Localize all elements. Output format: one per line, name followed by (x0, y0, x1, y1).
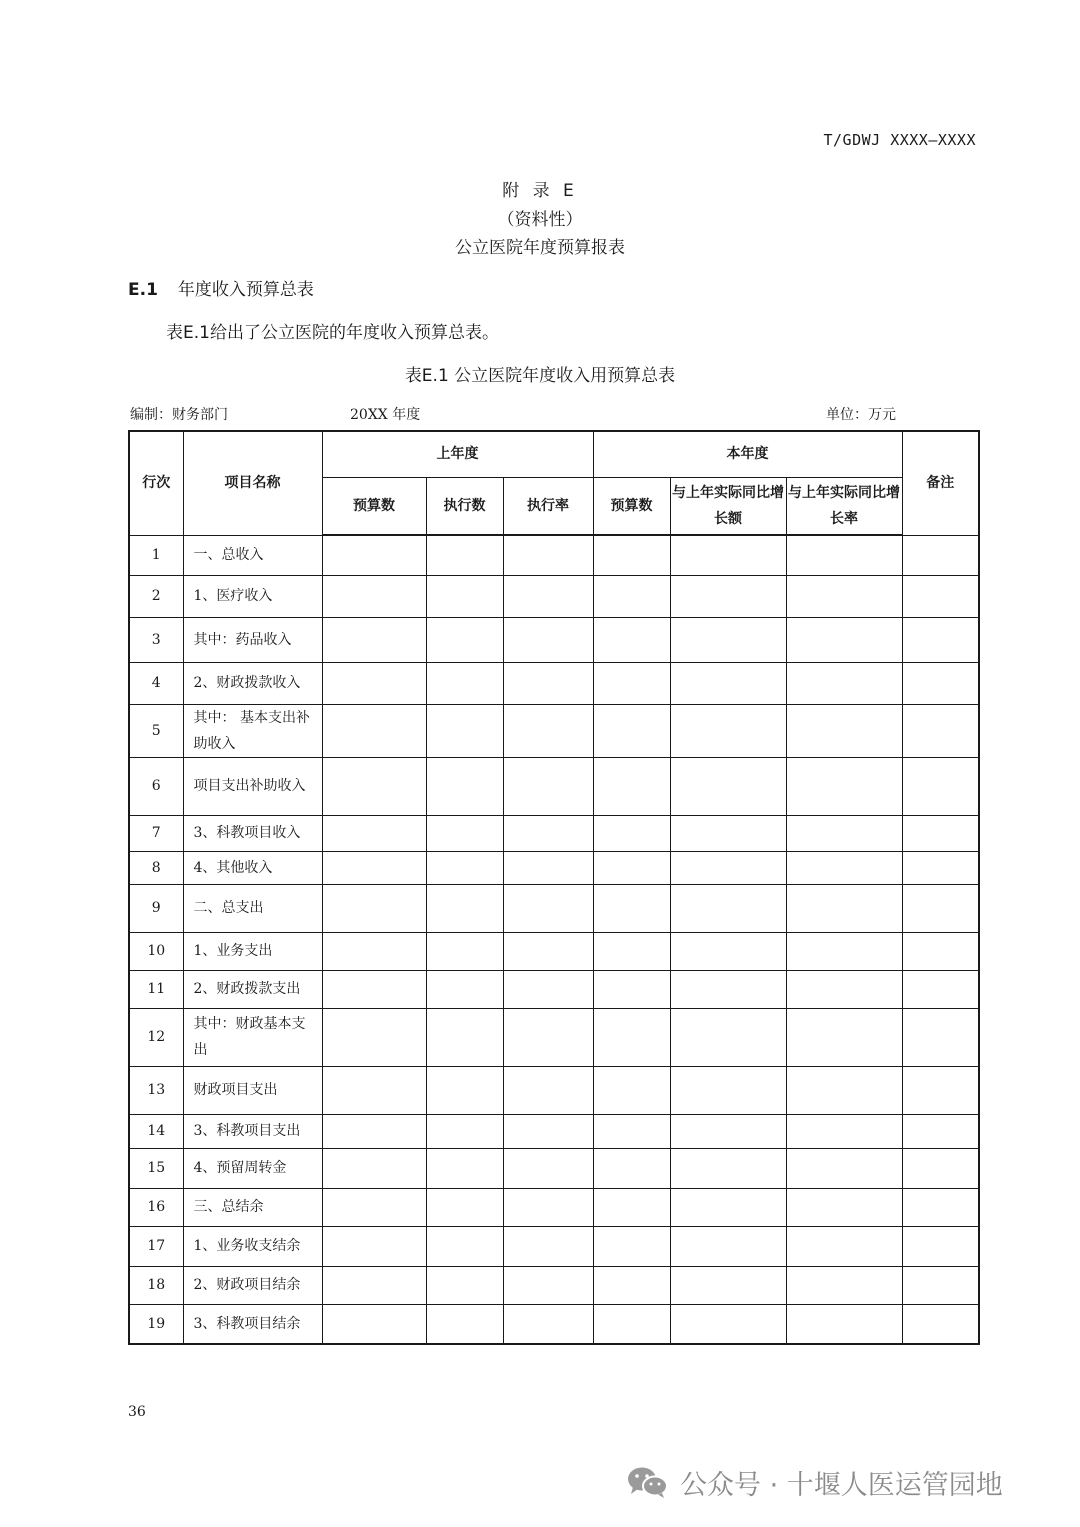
section-heading (128, 275, 314, 300)
empty-value-cell[interactable] (902, 575, 979, 617)
header-budget: 预算数 (322, 477, 426, 535)
empty-value-cell[interactable] (503, 815, 593, 851)
empty-value-cell[interactable] (670, 932, 786, 970)
empty-value-cell[interactable] (902, 535, 979, 575)
item-name-cell: 其中： 基本支出补助收入 (183, 704, 322, 757)
empty-value-cell[interactable] (902, 1066, 979, 1114)
empty-value-cell[interactable] (670, 617, 786, 662)
empty-value-cell[interactable] (670, 535, 786, 575)
table-row (129, 1148, 979, 1188)
empty-value-cell[interactable] (322, 704, 426, 757)
table-caption: 表E.1 公立医院年度收入用预算总表 (404, 366, 676, 386)
row-number-cell: 9 (129, 884, 183, 932)
table-row (129, 1266, 979, 1304)
table-row (129, 1226, 979, 1266)
header-budget-this-year: 预算数 (593, 477, 670, 535)
section-title: 年度收入预算总表 (177, 280, 314, 300)
wechat-watermark (626, 1462, 1003, 1502)
item-name-cell: 三、总结余 (183, 1188, 322, 1226)
empty-value-cell[interactable] (902, 757, 979, 815)
empty-value-cell[interactable] (503, 851, 593, 884)
appendix-tag: （资料性） (497, 210, 583, 230)
item-name-cell: 项目支出补助收入 (183, 757, 322, 815)
item-name-cell: 其中：药品收入 (183, 617, 322, 662)
empty-value-cell[interactable] (902, 970, 979, 1008)
row-number-cell: 19 (129, 1304, 183, 1344)
table-row (129, 1188, 979, 1226)
empty-value-cell[interactable] (503, 1114, 593, 1148)
empty-value-cell[interactable] (670, 757, 786, 815)
empty-value-cell[interactable] (902, 1188, 979, 1226)
item-name-cell: 其中：财政基本支出 (183, 1008, 322, 1066)
empty-value-cell[interactable] (322, 1188, 426, 1226)
table-row (129, 1114, 979, 1148)
empty-value-cell[interactable] (593, 1226, 670, 1266)
empty-value-cell[interactable] (670, 1226, 786, 1266)
row-number-cell: 16 (129, 1188, 183, 1226)
header-exec-rate: 执行率 (503, 477, 593, 535)
empty-value-cell[interactable] (902, 662, 979, 704)
row-number-cell: 13 (129, 1066, 183, 1114)
empty-value-cell[interactable] (426, 662, 503, 704)
item-name-cell: 财政项目支出 (183, 1066, 322, 1114)
empty-value-cell[interactable] (902, 1304, 979, 1344)
empty-value-cell[interactable] (322, 932, 426, 970)
table-row (129, 851, 979, 884)
document-code: T/GDWJ XXXX—XXXX (823, 131, 976, 149)
empty-value-cell[interactable] (902, 1008, 979, 1066)
empty-value-cell[interactable] (786, 1008, 902, 1066)
empty-value-cell[interactable] (503, 932, 593, 970)
empty-value-cell[interactable] (902, 815, 979, 851)
item-name-cell: 3、科教项目收入 (183, 815, 322, 851)
empty-value-cell[interactable] (503, 535, 593, 575)
empty-value-cell[interactable] (786, 1066, 902, 1114)
appendix-title: 公立医院年度预算报表 (455, 238, 625, 258)
empty-value-cell[interactable] (786, 932, 902, 970)
empty-value-cell[interactable] (426, 1188, 503, 1226)
row-number-cell: 12 (129, 1008, 183, 1066)
item-name-cell: 2、财政项目结余 (183, 1266, 322, 1304)
empty-value-cell[interactable] (503, 1066, 593, 1114)
header-yoy-amount: 与上年实际同比增长额 (670, 477, 786, 535)
empty-value-cell[interactable] (593, 757, 670, 815)
empty-value-cell[interactable] (902, 1266, 979, 1304)
empty-value-cell[interactable] (322, 1148, 426, 1188)
empty-value-cell[interactable] (322, 535, 426, 575)
empty-value-cell[interactable] (670, 1304, 786, 1344)
empty-value-cell[interactable] (503, 1266, 593, 1304)
empty-value-cell[interactable] (670, 1188, 786, 1226)
item-name-cell: 2、财政拨款支出 (183, 970, 322, 1008)
empty-value-cell[interactable] (670, 1148, 786, 1188)
empty-value-cell[interactable] (426, 704, 503, 757)
item-name-cell: 1、业务收支结余 (183, 1226, 322, 1266)
empty-value-cell[interactable] (503, 1188, 593, 1226)
header-this-year: 本年度 (593, 431, 902, 477)
empty-value-cell[interactable] (426, 535, 503, 575)
empty-value-cell[interactable] (670, 1266, 786, 1304)
empty-value-cell[interactable] (503, 1304, 593, 1344)
empty-value-cell[interactable] (786, 662, 902, 704)
item-name-cell: 一、总收入 (183, 535, 322, 575)
empty-value-cell[interactable] (503, 575, 593, 617)
empty-value-cell[interactable] (503, 1148, 593, 1188)
empty-value-cell[interactable] (426, 757, 503, 815)
empty-value-cell[interactable] (322, 757, 426, 815)
empty-value-cell[interactable] (322, 617, 426, 662)
row-number-cell: 5 (129, 704, 183, 757)
row-number-cell: 10 (129, 932, 183, 970)
empty-value-cell[interactable] (503, 662, 593, 704)
empty-value-cell[interactable] (670, 884, 786, 932)
empty-value-cell[interactable] (902, 851, 979, 884)
header-last-year: 上年度 (322, 431, 593, 477)
empty-value-cell[interactable] (426, 1008, 503, 1066)
item-name-cell: 二、总支出 (183, 884, 322, 932)
empty-value-cell[interactable] (670, 704, 786, 757)
empty-value-cell[interactable] (426, 1266, 503, 1304)
empty-value-cell[interactable] (593, 1266, 670, 1304)
empty-value-cell[interactable] (503, 704, 593, 757)
budget-table (128, 430, 980, 1345)
empty-value-cell[interactable] (322, 575, 426, 617)
row-number-cell: 14 (129, 1114, 183, 1148)
empty-value-cell[interactable] (322, 884, 426, 932)
watermark-text: 公众号 · 十堰人医运管园地 (680, 1469, 1003, 1501)
empty-value-cell[interactable] (426, 1226, 503, 1266)
empty-value-cell[interactable] (786, 1304, 902, 1344)
empty-value-cell[interactable] (593, 704, 670, 757)
table-row (129, 575, 979, 617)
row-number-cell: 2 (129, 575, 183, 617)
page-number: 36 (128, 1404, 146, 1420)
empty-value-cell[interactable] (503, 1008, 593, 1066)
row-number-cell: 17 (129, 1226, 183, 1266)
table-row (129, 1304, 979, 1344)
empty-value-cell[interactable] (593, 1066, 670, 1114)
header-yoy-rate: 与上年实际同比增长率 (786, 477, 902, 535)
intro-paragraph: 表E.1给出了公立医院的年度收入预算总表。 (166, 323, 499, 343)
empty-value-cell[interactable] (503, 757, 593, 815)
item-name-cell: 3、科教项目结余 (183, 1304, 322, 1344)
empty-value-cell[interactable] (786, 1114, 902, 1148)
empty-value-cell[interactable] (786, 575, 902, 617)
empty-value-cell[interactable] (670, 575, 786, 617)
table-row (129, 932, 979, 970)
empty-value-cell[interactable] (322, 1226, 426, 1266)
table-row (129, 1066, 979, 1114)
empty-value-cell[interactable] (426, 1066, 503, 1114)
table-row (129, 704, 979, 757)
item-name-cell: 1、医疗收入 (183, 575, 322, 617)
empty-value-cell[interactable] (322, 970, 426, 1008)
header-executed: 执行数 (426, 477, 503, 535)
row-number-cell: 4 (129, 662, 183, 704)
empty-value-cell[interactable] (902, 617, 979, 662)
empty-value-cell[interactable] (786, 1266, 902, 1304)
empty-value-cell[interactable] (593, 1008, 670, 1066)
empty-value-cell[interactable] (902, 1148, 979, 1188)
empty-value-cell[interactable] (503, 1226, 593, 1266)
empty-value-cell[interactable] (670, 851, 786, 884)
wechat-icon (626, 1465, 670, 1499)
empty-value-cell[interactable] (670, 1008, 786, 1066)
item-name-cell: 2、财政拨款收入 (183, 662, 322, 704)
empty-value-cell[interactable] (902, 932, 979, 970)
empty-value-cell[interactable] (786, 617, 902, 662)
table-year: 20XX 年度 (350, 407, 421, 423)
row-number-cell: 8 (129, 851, 183, 884)
empty-value-cell[interactable] (593, 575, 670, 617)
header-remark: 备注 (902, 431, 979, 535)
row-number-cell: 3 (129, 617, 183, 662)
empty-value-cell[interactable] (786, 535, 902, 575)
empty-value-cell[interactable] (322, 1008, 426, 1066)
empty-value-cell[interactable] (593, 662, 670, 704)
table-row (129, 884, 979, 932)
empty-value-cell[interactable] (786, 884, 902, 932)
empty-value-cell[interactable] (593, 1304, 670, 1344)
empty-value-cell[interactable] (670, 815, 786, 851)
empty-value-cell[interactable] (593, 851, 670, 884)
empty-value-cell[interactable] (593, 970, 670, 1008)
empty-value-cell[interactable] (786, 757, 902, 815)
table-row (129, 535, 979, 575)
empty-value-cell[interactable] (786, 704, 902, 757)
empty-value-cell[interactable] (902, 704, 979, 757)
empty-value-cell[interactable] (670, 970, 786, 1008)
empty-value-cell[interactable] (426, 851, 503, 884)
empty-value-cell[interactable] (593, 535, 670, 575)
empty-value-cell[interactable] (593, 617, 670, 662)
row-number-cell: 11 (129, 970, 183, 1008)
item-name-cell: 4、其他收入 (183, 851, 322, 884)
row-number-cell: 6 (129, 757, 183, 815)
empty-value-cell[interactable] (426, 1304, 503, 1344)
empty-value-cell[interactable] (670, 662, 786, 704)
empty-value-cell[interactable] (593, 884, 670, 932)
empty-value-cell[interactable] (426, 1114, 503, 1148)
empty-value-cell[interactable] (322, 1066, 426, 1114)
section-number: E.1 (128, 280, 158, 300)
table-row (129, 815, 979, 851)
empty-value-cell[interactable] (322, 815, 426, 851)
table-row (129, 617, 979, 662)
empty-value-cell[interactable] (503, 970, 593, 1008)
empty-value-cell[interactable] (786, 851, 902, 884)
row-number-cell: 15 (129, 1148, 183, 1188)
empty-value-cell[interactable] (786, 815, 902, 851)
appendix-label: 附 录 E (502, 181, 578, 201)
table-row (129, 1008, 979, 1066)
header-item-name: 项目名称 (183, 431, 322, 535)
empty-value-cell[interactable] (670, 1114, 786, 1148)
empty-value-cell[interactable] (322, 851, 426, 884)
empty-value-cell[interactable] (322, 1114, 426, 1148)
row-number-cell: 18 (129, 1266, 183, 1304)
empty-value-cell[interactable] (902, 1114, 979, 1148)
empty-value-cell[interactable] (593, 1188, 670, 1226)
empty-value-cell[interactable] (786, 1226, 902, 1266)
empty-value-cell[interactable] (322, 1304, 426, 1344)
empty-value-cell[interactable] (426, 815, 503, 851)
empty-value-cell[interactable] (593, 815, 670, 851)
empty-value-cell[interactable] (902, 1226, 979, 1266)
empty-value-cell[interactable] (426, 1148, 503, 1188)
item-name-cell: 3、科教项目支出 (183, 1114, 322, 1148)
empty-value-cell[interactable] (503, 617, 593, 662)
empty-value-cell[interactable] (593, 1148, 670, 1188)
empty-value-cell[interactable] (786, 1148, 902, 1188)
empty-value-cell[interactable] (426, 884, 503, 932)
table-unit: 单位：万元 (826, 407, 896, 423)
empty-value-cell[interactable] (670, 1066, 786, 1114)
empty-value-cell[interactable] (426, 575, 503, 617)
empty-value-cell[interactable] (426, 932, 503, 970)
row-number-cell: 7 (129, 815, 183, 851)
empty-value-cell[interactable] (322, 1266, 426, 1304)
empty-value-cell[interactable] (786, 1188, 902, 1226)
table-row (129, 757, 979, 815)
empty-value-cell[interactable] (593, 932, 670, 970)
header-row-no: 行次 (129, 431, 183, 535)
empty-value-cell[interactable] (902, 884, 979, 932)
empty-value-cell[interactable] (503, 884, 593, 932)
table-editor: 编制：财务部门 (130, 407, 228, 423)
table-row (129, 662, 979, 704)
table-row (129, 970, 979, 1008)
empty-value-cell[interactable] (426, 617, 503, 662)
row-number-cell: 1 (129, 535, 183, 575)
empty-value-cell[interactable] (322, 662, 426, 704)
item-name-cell: 4、预留周转金 (183, 1148, 322, 1188)
item-name-cell: 1、业务支出 (183, 932, 322, 970)
empty-value-cell[interactable] (786, 970, 902, 1008)
empty-value-cell[interactable] (426, 970, 503, 1008)
empty-value-cell[interactable] (593, 1114, 670, 1148)
